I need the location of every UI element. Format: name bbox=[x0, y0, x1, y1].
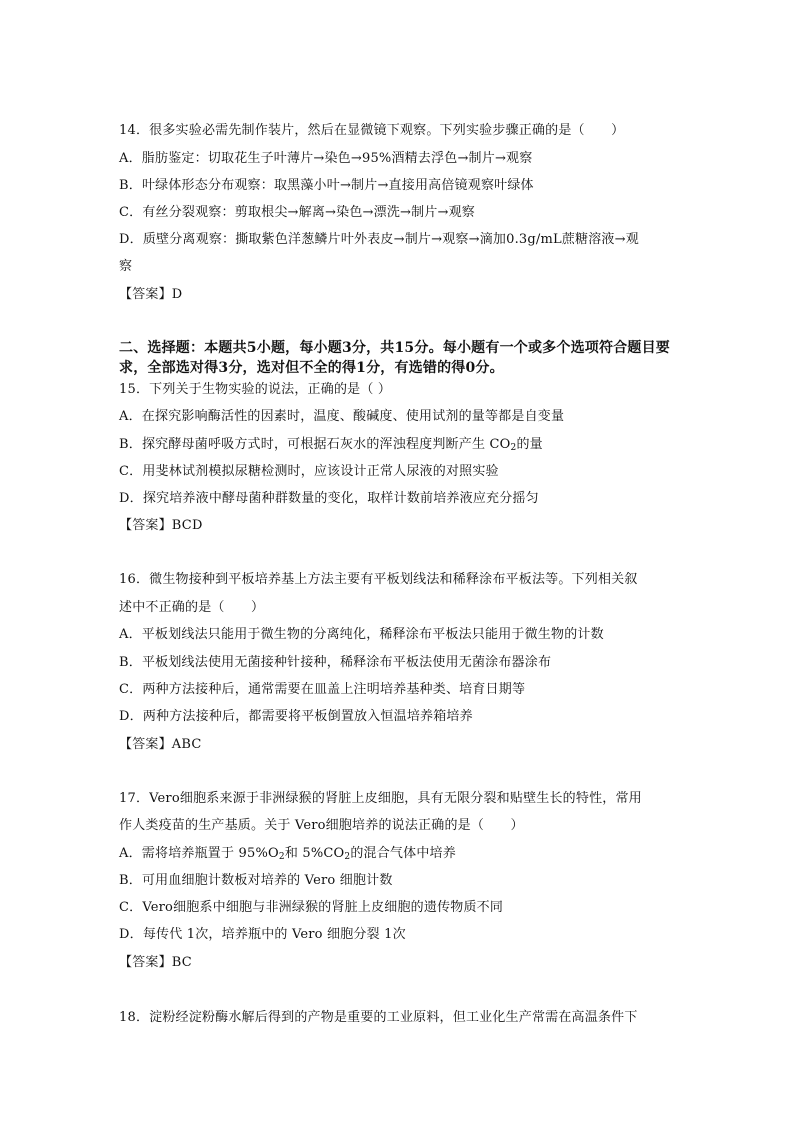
q17-answer: 【答案】BC bbox=[119, 955, 192, 970]
q17-option-c: C．Vero细胞系中细胞与非洲绿猴的肾脏上皮细胞的遗传物质不同 bbox=[119, 900, 504, 915]
q15-option-b bbox=[119, 437, 543, 453]
section2-heading-line2: 求，全部选对得3分，选对但不全的得1分，有选错的得0分。 bbox=[119, 360, 504, 376]
q15-option-b-text: B．探究酵母菌呼吸方式时，可根据石灰水的浑浊程度判断产生 CO bbox=[119, 437, 511, 452]
q15-option-d: D．探究培养液中酵母菌种群数量的变化，取样计数前培养液应充分摇匀 bbox=[119, 491, 539, 506]
q15-option-a: A．在探究影响酶活性的因素时，温度、酸碱度、使用试剂的量等都是自变量 bbox=[119, 409, 565, 424]
q16-option-b: B．平板划线法使用无菌接种针接种，稀释涂布平板法使用无菌涂布器涂布 bbox=[119, 655, 552, 670]
q16-stem-line1: 16．微生物接种到平板培养基上方法主要有平板划线法和稀释涂布平板法等。下列相关叙 bbox=[119, 572, 638, 587]
q14-option-b: B．叶绿体形态分布观察：取黑藻小叶→制片→直接用高倍镜观察叶绿体 bbox=[119, 178, 534, 193]
q15-stem: 15．下列关于生物实验的说法，正确的是（ ） bbox=[119, 382, 392, 397]
q17-option-d: D．每传代 1次，培养瓶中的 Vero 细胞分裂 1次 bbox=[119, 927, 406, 942]
q15-option-b-tail: 的量 bbox=[516, 437, 543, 452]
q17-option-a-subscript-2: 2 bbox=[344, 852, 351, 862]
q14-option-d-cont: 察 bbox=[119, 259, 133, 274]
q16-option-d: D．两种方法接种后，都需要将平板倒置放入恒温培养箱培养 bbox=[119, 709, 473, 724]
q15-option-b-subscript: 2 bbox=[510, 443, 517, 453]
q14-answer: 【答案】D bbox=[119, 287, 183, 302]
section2-heading-line1: 二、选择题：本题共5小题，每小题3分，共15分。每小题有一个或多个选项符合题目要 bbox=[119, 340, 670, 356]
q15-option-c: C．用斐林试剂模拟尿糖检测时，应该设计正常人尿液的对照实验 bbox=[119, 464, 499, 479]
q17-stem-line2: 作人类疫苗的生产基质。关于 Vero细胞培养的说法正确的是（ ） bbox=[119, 818, 524, 833]
q17-option-a-tail: 的混合气体中培养 bbox=[350, 846, 456, 861]
q17-stem-line1: 17．Vero细胞系来源于非洲绿猴的肾脏上皮细胞，具有无限分裂和贴壁生长的特性，常用 bbox=[119, 791, 642, 806]
q17-option-a-mid: 和 5%CO bbox=[284, 846, 345, 861]
q16-option-a: A．平板划线法只能用于微生物的分离纯化，稀释涂布平板法只能用于微生物的计数 bbox=[119, 627, 604, 642]
q14-option-a: A．脂肪鉴定：切取花生子叶薄片→染色→95%酒精去浮色→制片→观察 bbox=[119, 151, 533, 166]
q18-stem-line1: 18．淀粉经淀粉酶水解后得到的产物是重要的工业原料，但工业化生产常需在高温条件下 bbox=[119, 1010, 638, 1025]
q16-answer: 【答案】ABC bbox=[119, 737, 202, 752]
q17-option-a-subscript-1: 2 bbox=[278, 852, 285, 862]
q15-answer: 【答案】BCD bbox=[119, 518, 203, 533]
q16-option-c: C．两种方法接种后，通常需要在皿盖上注明培养基种类、培育日期等 bbox=[119, 682, 526, 697]
q14-option-d: D．质壁分离观察：撕取紫色洋葱鳞片叶外表皮→制片→观察→滴加0.3g/mL蔗糖溶液→观 bbox=[119, 232, 639, 247]
q14-stem: 14．很多实验必需先制作装片，然后在显微镜下观察。下列实验步骤正确的是（ ） bbox=[119, 123, 625, 138]
q14-option-c: C．有丝分裂观察：剪取根尖→解离→染色→漂洗→制片→观察 bbox=[119, 205, 476, 220]
q17-option-a-text: A．需将培养瓶置于 95%O bbox=[119, 846, 279, 861]
q16-stem-line2: 述中不正确的是（ ） bbox=[119, 600, 265, 615]
q17-option-a bbox=[119, 846, 456, 862]
q17-option-b: B．可用血细胞计数板对培养的 Vero 细胞计数 bbox=[119, 873, 393, 888]
